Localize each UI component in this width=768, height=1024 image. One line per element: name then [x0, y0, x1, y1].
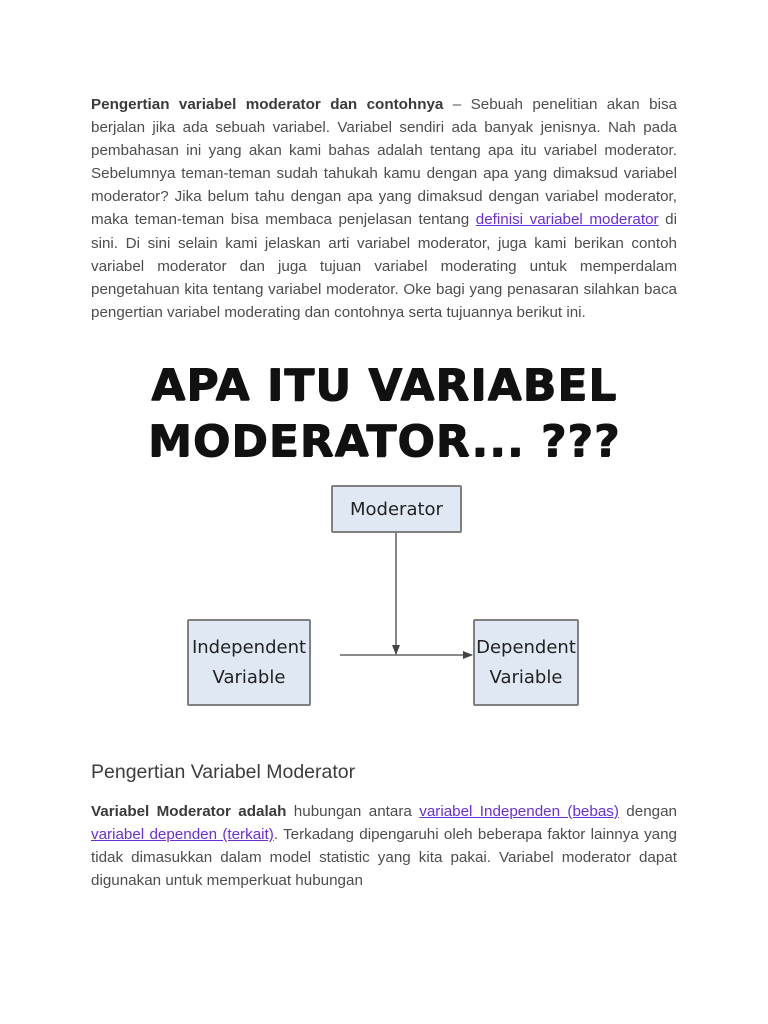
section-text-3: . Terkadang dipengaruhi oleh beberapa faktor lainnya yang tidak dimasukkan dalam model statistic yang kita pakai. Variabel moderator dapat digunakan untuk memperkuat hubungan [91, 826, 678, 890]
independent-box-label-1: Independent [191, 636, 307, 658]
section-paragraph [91, 800, 677, 892]
link-definisi-variabel-moderator[interactable]: definisi variabel moderator [475, 211, 659, 229]
independent-variable-box [188, 620, 310, 705]
article-body [91, 93, 677, 892]
moderator-box-label: Moderator [350, 498, 443, 520]
figure-title-line-1: APA ITU VARIABEL [150, 359, 618, 411]
dependent-box-label-2: Variable [489, 666, 563, 688]
dependent-box-label-1: Dependent [476, 636, 576, 658]
dependent-variable-box [474, 620, 578, 705]
figure-title-line-2: MODERATOR... ??? [147, 415, 621, 467]
intro-paragraph [91, 93, 677, 324]
intro-bold-lead: Pengertian variabel moderator dan contohnya [91, 96, 444, 113]
intro-text-2: di sini. Di sini selain kami jelaskan arti variabel moderator, juga kami berikan contoh variabel moderator dan juga tujuan variabel moderating untuk memperdalam pengetahuan kita tentang variabel moderator. Oke bagi yang penasaran silahkan baca pengertian variabel moderating dan contohnya serta tujuannya berikut ini. [91, 211, 678, 321]
section-bold-lead: Variabel Moderator adalah [91, 802, 287, 820]
link-variabel-independen[interactable]: variabel Independen (bebas) [419, 802, 619, 820]
section-text-2: dengan [618, 802, 677, 820]
link-variabel-dependen[interactable]: variabel dependen (terkait) [91, 826, 274, 844]
section-heading: Pengertian Variabel Moderator [91, 760, 356, 783]
intro-text-1: – Sebuah penelitian akan bisa berjalan jika ada sebuah variabel. Variabel sendiri ada banyak jenisnya. Nah pada pembahasan ini yang akan kami bahas adalah tentang apa itu variabel moderator. Sebelumnya teman-teman sudah tahukah kamu dengan apa yang dimaksud variabel moderator? Jika belum tahu dengan apa yang dimaksud dengan variabel moderator, maka teman-teman bisa membaca penjelasan tentang [91, 96, 677, 229]
moderator-figure [91, 358, 677, 748]
independent-box-label-2: Variable [212, 666, 286, 688]
moderator-diagram [91, 358, 677, 748]
section-text-1: hubungan antara [286, 802, 420, 820]
